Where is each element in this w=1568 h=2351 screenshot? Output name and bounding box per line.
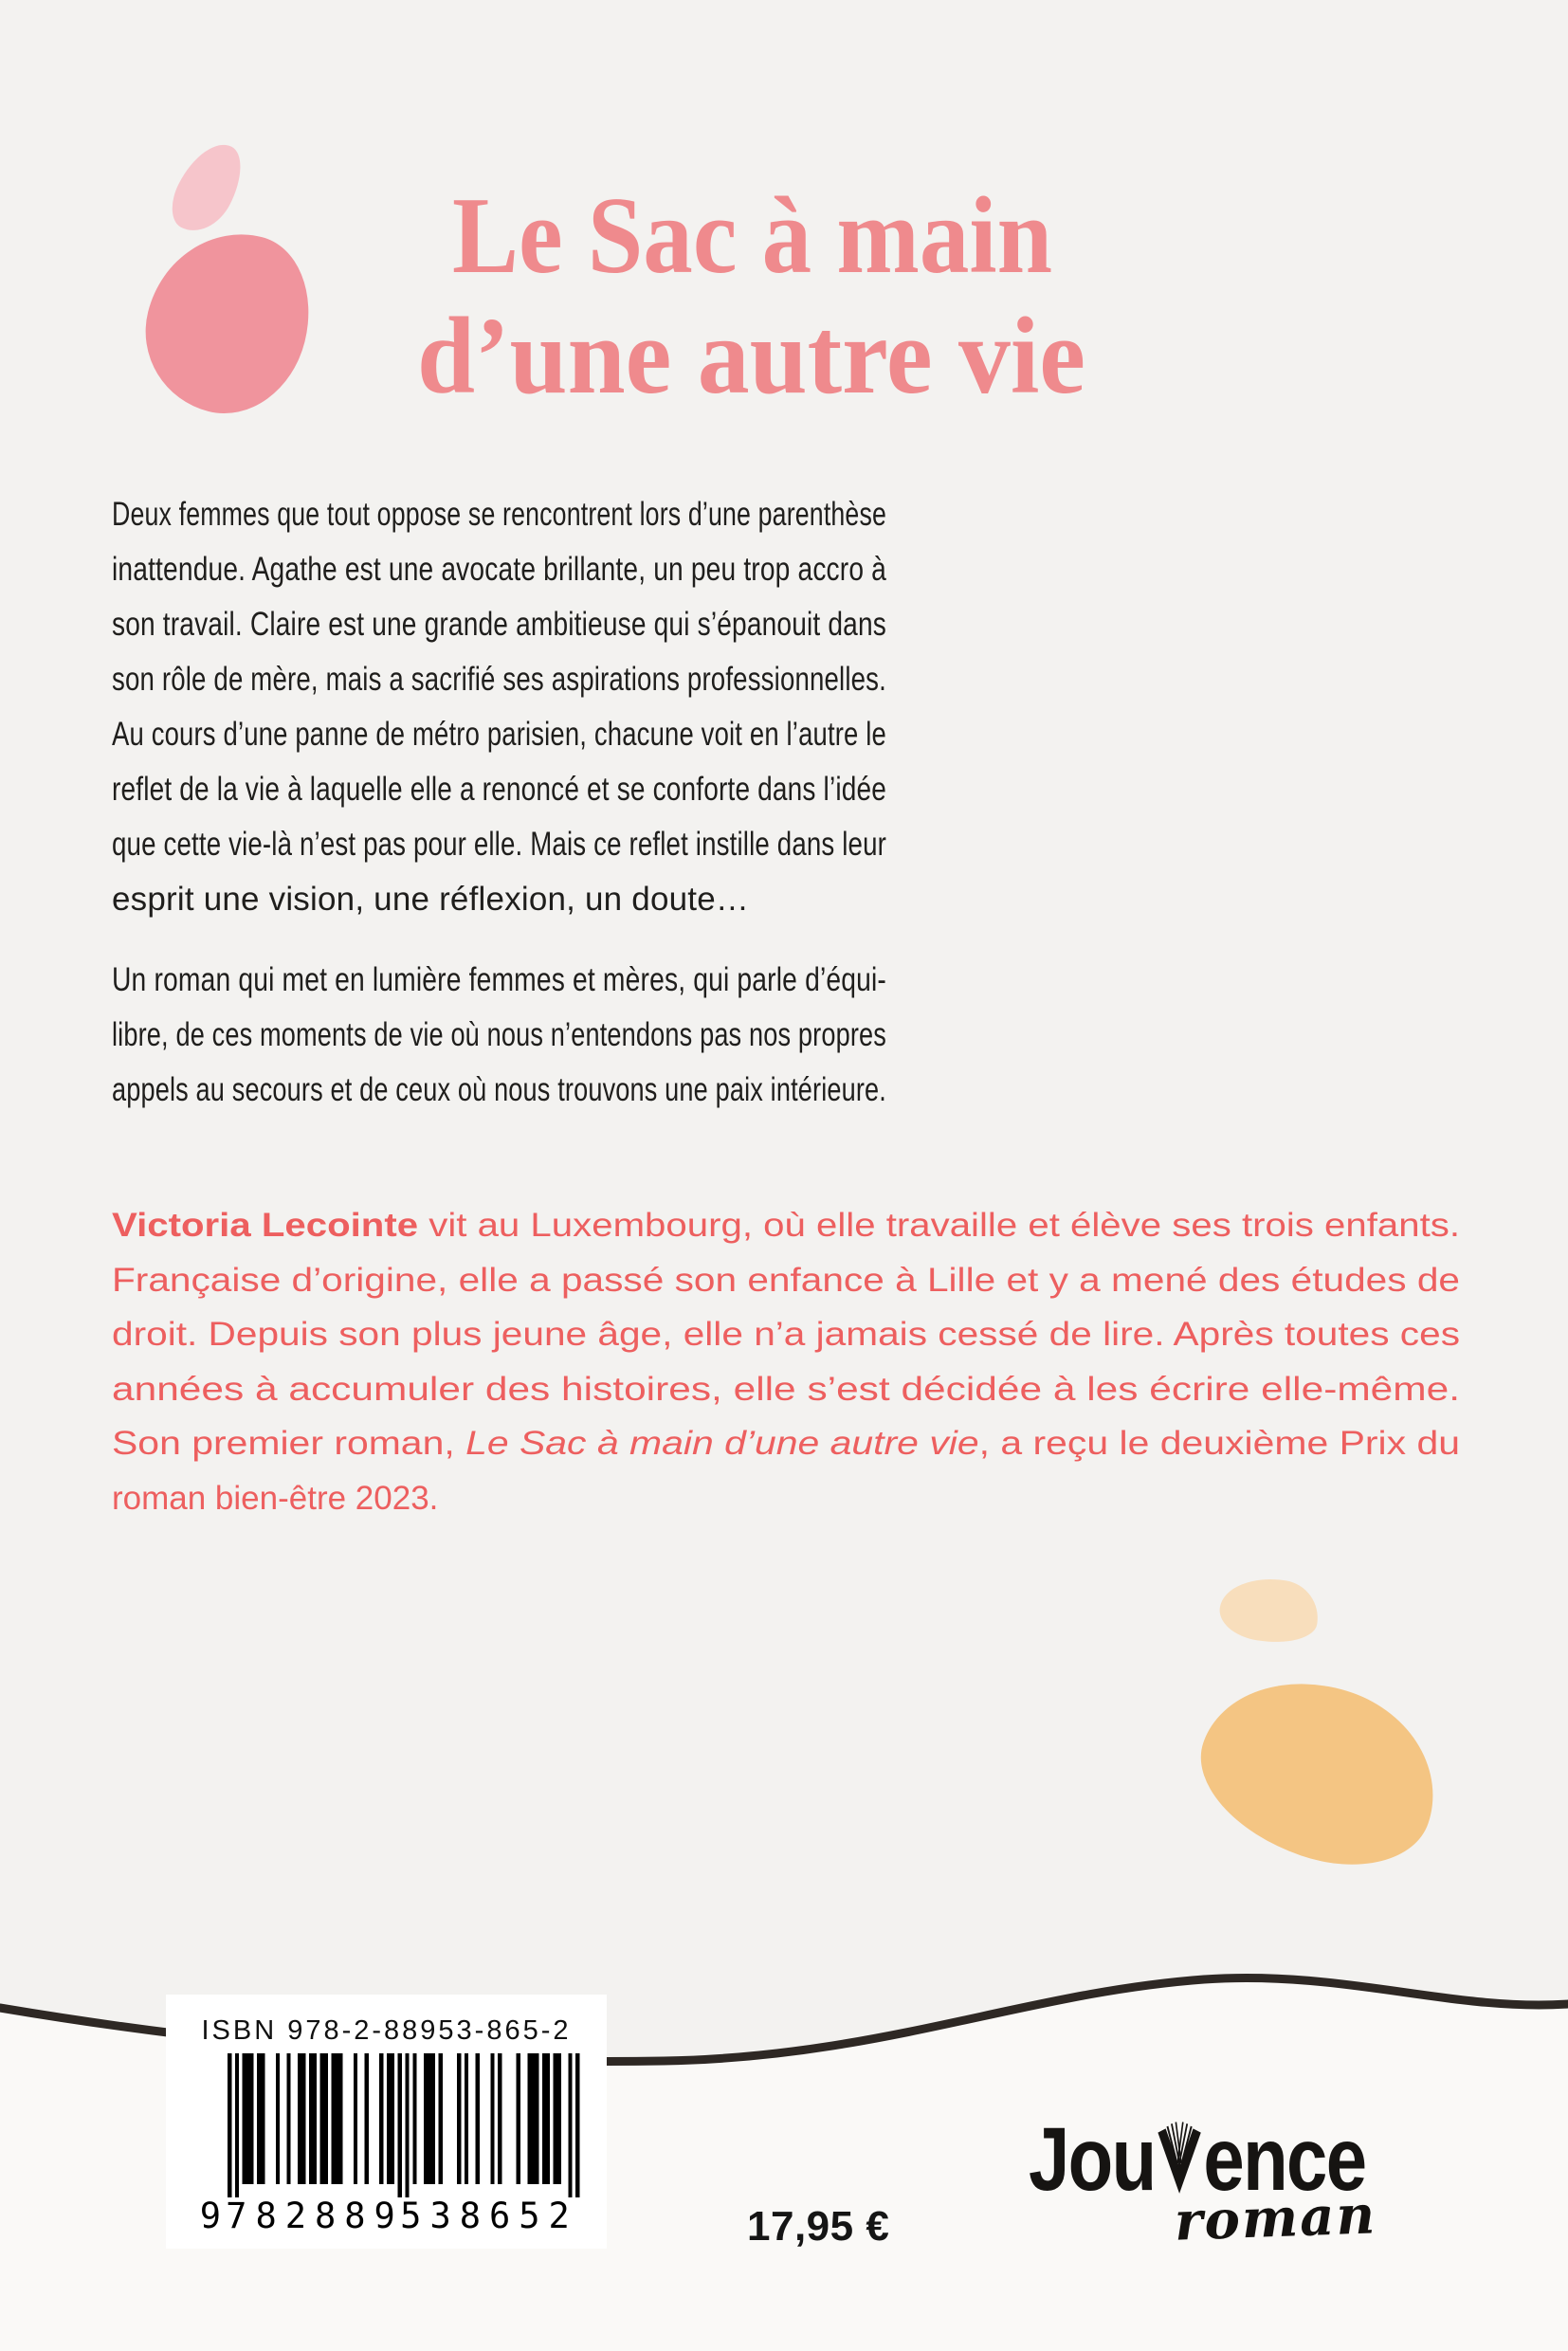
text-line: son travail. Claire est une grande ambitieuse qui s’épanouit dans <box>112 606 886 643</box>
book-title-line1: Le Sac à main <box>452 175 1052 296</box>
text-line: Deux femmes que tout oppose se rencontrent lors d’une parenthèse <box>112 496 886 533</box>
text-line: Française d’origine, elle a passé son enfance à Lille et y a mené des études de <box>112 1261 1460 1299</box>
pink-large-blob <box>128 215 326 430</box>
peach-small-blob <box>1215 1571 1322 1649</box>
text-line: inattendue. Agathe est une avocate brillante, un peu trop accro à <box>112 551 886 588</box>
text-line: que cette vie-là n’est pas pour elle. Mais ce reflet instille dans leur <box>112 826 886 863</box>
ean13-barcode <box>166 2053 607 2238</box>
text-line: roman bien-être 2023. <box>112 1479 439 1517</box>
text-line: appels au secours et de ceux où nous trouvons une paix intérieure. <box>112 1071 886 1108</box>
synopsis-paragraph-1 <box>112 487 886 927</box>
book-title-line2: d’une autre vie <box>417 296 1085 416</box>
text-line: Un roman qui met en lumière femmes et mères, qui parle d’équi- <box>112 961 886 998</box>
text-line: Son premier roman, Le Sac à main d’une autre vie, a reçu le deuxième Prix du <box>112 1425 1460 1462</box>
text-line: années à accumuler des histoires, elle s’est décidée à les écrire elle-même. <box>112 1370 1460 1408</box>
text-line: droit. Depuis son plus jeune âge, elle n’a jamais cessé de lire. Après toutes ces <box>112 1316 1460 1353</box>
isbn-barcode-box <box>166 1995 607 2249</box>
isbn-label: ISBN 978-2-88953-865-2 <box>201 2015 572 2046</box>
author-bio <box>112 1198 1460 1525</box>
barcode-digit-lead: 9 <box>199 2196 221 2236</box>
open-book-v-icon <box>1157 2110 1202 2197</box>
peach-large-blob <box>1179 1652 1461 1891</box>
publisher-logo <box>1029 2109 1439 2253</box>
price: 17,95 € <box>747 2203 890 2250</box>
pink-petal-blob <box>161 133 253 242</box>
text-line: reflet de la vie à laquelle elle a renoncé et se conforte dans l’idée <box>112 771 886 808</box>
text-line: Victoria Lecointe vit au Luxembourg, où elle travaille et élève ses trois enfants. <box>112 1207 1460 1244</box>
text-line: esprit une vision, une réflexion, un doute… <box>112 881 750 918</box>
text-line: son rôle de mère, mais a sacrifié ses aspirations professionnelles. <box>112 661 886 698</box>
publisher-collection-script: roman <box>1173 2183 1378 2253</box>
text-line: Au cours d’une panne de métro parisien, chacune voit en l’autre le <box>112 716 886 753</box>
synopsis-paragraph-2 <box>112 953 886 1118</box>
publisher-name-part1: Jou <box>1029 2109 1156 2210</box>
barcode-digits-left: 782889 <box>226 2196 404 2236</box>
text-line: libre, de ces moments de vie où nous n’entendons pas nos propres <box>112 1016 886 1053</box>
barcode-digits-right: 538652 <box>400 2196 578 2236</box>
publisher-name-part2: ence <box>1203 2109 1366 2210</box>
